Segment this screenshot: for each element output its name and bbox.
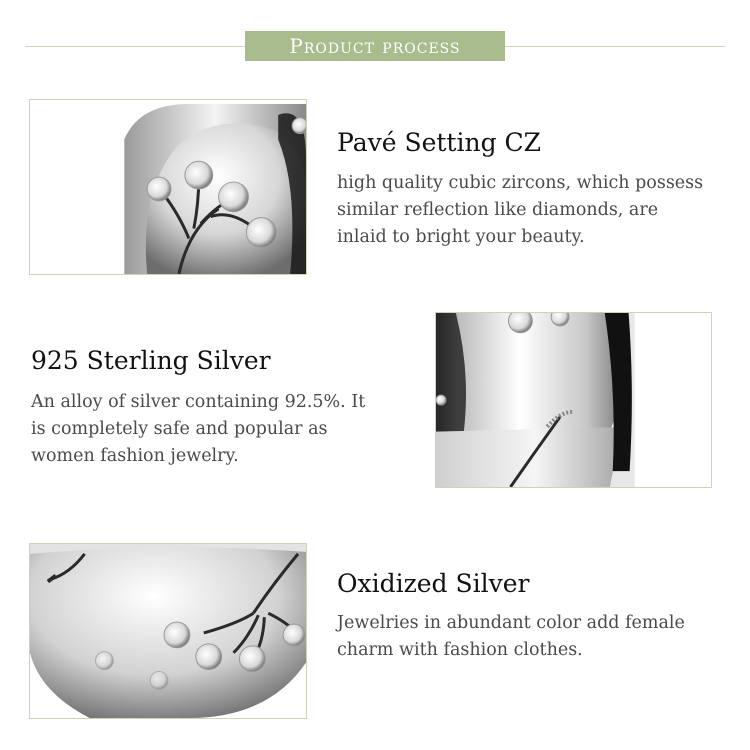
desc-line: An alloy of silver containing 92.5%. It bbox=[31, 392, 366, 412]
pave-setting-image bbox=[29, 99, 307, 275]
feature-desc-pave bbox=[337, 170, 703, 251]
sterling-silver-image bbox=[435, 312, 712, 488]
section-title: Product process bbox=[289, 34, 461, 58]
desc-line: Jewelries in abundant color add female bbox=[337, 613, 685, 633]
feature-desc-oxidized bbox=[337, 610, 685, 664]
silver-charm-pave-icon bbox=[30, 100, 306, 274]
header-divider-right bbox=[505, 46, 725, 47]
desc-line: women fashion jewelry. bbox=[31, 446, 239, 466]
section-title-badge bbox=[245, 31, 505, 61]
silver-charm-side-icon bbox=[436, 313, 711, 487]
desc-line: high quality cubic zircons, which possess bbox=[337, 173, 704, 193]
desc-line: inlaid to bright your beauty. bbox=[337, 227, 585, 247]
feature-title-pave: Pavé Setting CZ bbox=[337, 128, 542, 157]
header-divider-left bbox=[25, 46, 245, 47]
feature-title-oxidized: Oxidized Silver bbox=[337, 569, 530, 598]
desc-line: is completely safe and popular as bbox=[31, 419, 328, 439]
oxidized-silver-image bbox=[29, 543, 307, 719]
silver-charm-oxidized-icon bbox=[30, 544, 306, 718]
desc-line: charm with fashion clothes. bbox=[337, 640, 583, 660]
desc-line: similar reflection like diamonds, are bbox=[337, 200, 659, 220]
feature-desc-silver bbox=[31, 389, 365, 470]
feature-title-silver: 925 Sterling Silver bbox=[31, 346, 271, 375]
